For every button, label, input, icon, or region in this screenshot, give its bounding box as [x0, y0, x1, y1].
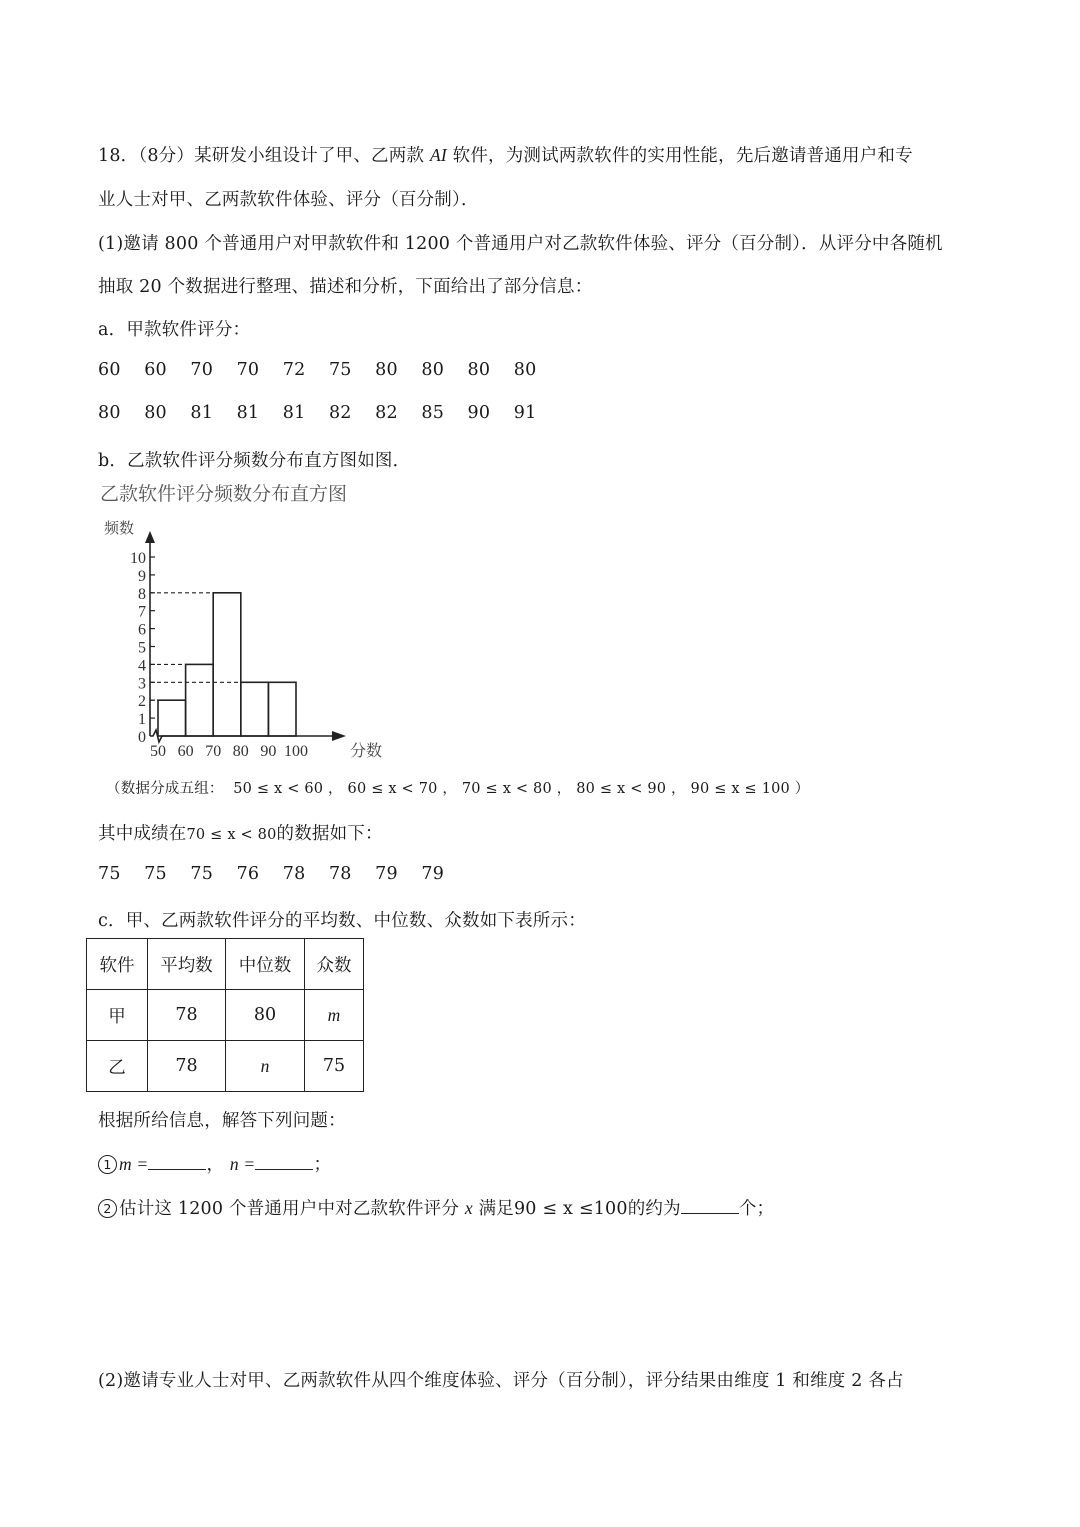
range-text: 其中成绩在 [98, 824, 187, 844]
n-answer-blank[interactable] [255, 1151, 313, 1170]
part1-line-2: 抽取 20 个数据进行整理、描述和分析，下面给出了部分信息： [98, 277, 593, 297]
table-cell: 甲 [87, 990, 148, 1041]
x-tick-label: 70 [205, 743, 222, 760]
question-number-1: 1 [98, 1155, 117, 1174]
question-2 [98, 1195, 774, 1220]
histogram-bar [241, 682, 269, 736]
y-tick-label: 3 [138, 675, 146, 693]
table-cell: 75 [305, 1041, 364, 1092]
x-tick-label: 100 [284, 743, 308, 760]
problem-text: 软件，为测试两款软件的实用性能，先后邀请普通用户和专 [452, 146, 913, 166]
part2-line: (2)邀请专业人士对甲、乙两款软件从四个维度体验、评分（百分制），评分结果由维度 1 和维度 2 各占 [98, 1371, 904, 1391]
table-cell: 乙 [87, 1041, 148, 1092]
question-text: 满足 [478, 1199, 514, 1219]
c-label: c．甲、乙两款软件评分的平均数、中位数、众数如下表所示： [98, 911, 586, 931]
table-cell: 80 [226, 990, 305, 1041]
m-answer-blank[interactable] [148, 1151, 206, 1170]
chart-xlabel: 分数 [350, 741, 383, 760]
count-answer-blank[interactable] [681, 1195, 739, 1214]
range-line [98, 820, 383, 845]
table-header-cell: 众数 [305, 939, 364, 990]
question-1 [98, 1151, 331, 1176]
y-tick-label: 0 [138, 729, 146, 746]
chart-title: 乙款软件评分频数分布直方图 [100, 483, 348, 505]
histogram-bar [158, 700, 186, 736]
table-header-row [87, 939, 364, 990]
histogram-bar [186, 664, 214, 736]
y-tick-label: 6 [138, 621, 146, 639]
y-tick-label: 5 [138, 639, 146, 657]
histogram-bar [213, 593, 241, 736]
stats-table [86, 938, 364, 1092]
problem-score: （8分） [138, 146, 195, 166]
question-number-2: 2 [98, 1199, 117, 1218]
x-axis-arrow [332, 731, 346, 741]
y-tick-label: 9 [138, 567, 146, 585]
groups-note: （数据分成五组： 50 ≤ x < 60 ， 60 ≤ x < 70 ， 70 ≤ x < 80 ， 80 ≤ x < 90 ， 90 ≤ x ≤ 100 ） [106, 781, 810, 797]
a-data-row-1: 60 60 70 70 72 75 80 80 80 80 [98, 360, 537, 380]
punctuation: ； [313, 1155, 332, 1175]
n-label: n = [229, 1154, 256, 1174]
table-cell: 78 [148, 1041, 226, 1092]
problem-line-1 [98, 142, 913, 167]
b-label: b．乙款软件评分频数分布直方图如图． [98, 451, 411, 471]
range-condition: 70 ≤ x < 80 [186, 827, 277, 843]
x-variable: x [464, 1198, 473, 1218]
answer-intro: 根据所给信息，解答下列问题： [98, 1111, 346, 1131]
table-row [87, 1041, 364, 1092]
problem-text: 某研发小组设计了甲、乙两款 [194, 146, 425, 166]
x-tick-label: 60 [177, 743, 194, 760]
y-tick-label: 2 [138, 693, 146, 711]
histogram-bar [268, 682, 296, 736]
y-tick-label: 8 [138, 585, 146, 603]
ai-term: AI [429, 145, 447, 165]
a-label: a．甲款软件评分： [98, 320, 251, 340]
x-tick-label: 80 [232, 743, 249, 760]
y-tick-label: 10 [130, 550, 146, 567]
y-tick-label: 7 [138, 603, 146, 621]
y-tick-label: 1 [138, 711, 146, 729]
part1-line-1: (1)邀请 800 个普通用户对甲款软件和 1200 个普通用户对乙款软件体验、评分（百分制）．从评分中各随机 [98, 234, 943, 254]
problem-number: 18． [98, 146, 139, 166]
a-data-row-2: 80 80 81 81 81 82 82 85 90 91 [98, 403, 537, 423]
question-text: 估计这 1200 个普通用户中对乙款软件评分 [119, 1199, 460, 1219]
b-data-row: 75 75 75 76 78 78 79 79 [98, 864, 445, 884]
question-text: 的约为 [627, 1199, 681, 1219]
table-header-cell: 软件 [87, 939, 148, 990]
chart-ylabel: 频数 [104, 519, 135, 537]
y-axis-arrow [145, 531, 155, 543]
table-cell: 78 [148, 990, 226, 1041]
histogram-chart [96, 478, 396, 768]
condition: 90 ≤ x ≤100 [513, 1199, 628, 1219]
x-tick-label: 50 [150, 743, 166, 760]
table-header-cell: 平均数 [148, 939, 226, 990]
question-text: 个； [738, 1199, 775, 1219]
table-cell: m [305, 990, 364, 1041]
table-cell: n [226, 1041, 305, 1092]
problem-line-2: 业人士对甲、乙两款软件体验、评分（百分制）． [98, 190, 479, 210]
y-tick-label: 4 [138, 657, 146, 675]
x-tick-label: 90 [260, 743, 277, 760]
separator: ， [206, 1155, 225, 1175]
table-row [87, 990, 364, 1041]
table-header-cell: 中位数 [226, 939, 305, 990]
m-label: m = [119, 1154, 149, 1174]
range-text: 的数据如下： [276, 824, 383, 844]
